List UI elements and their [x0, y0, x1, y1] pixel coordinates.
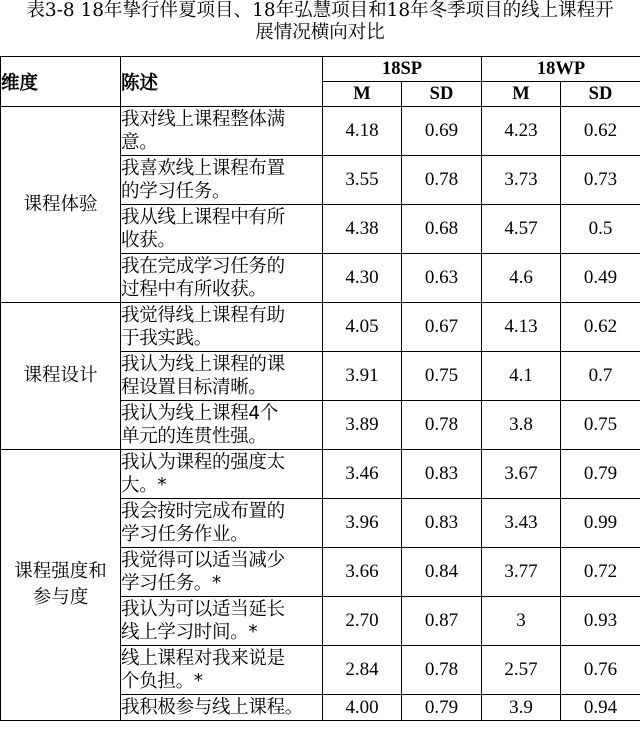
18sp-sd-cell: 0.63	[402, 254, 482, 303]
18sp-sd-cell: 0.78	[402, 156, 482, 205]
statement-text: 学习任务作业。	[121, 524, 249, 545]
statement-text: 过程中有所收获。	[121, 279, 267, 300]
statement-cell	[121, 646, 323, 695]
18wp-mean-cell: 3.8	[482, 401, 561, 450]
18wp-mean-cell: 4.57	[482, 205, 561, 254]
statement-text: 收获。	[121, 230, 176, 251]
table-body	[1, 107, 640, 721]
18wp-mean-cell: 2.57	[482, 646, 561, 695]
table-row	[1, 450, 640, 499]
18sp-sd-cell: 0.67	[402, 303, 482, 352]
header-group-18sp: 18SP	[323, 57, 482, 82]
statement-text: 我对线上课程整体满	[121, 109, 285, 130]
dimension-cell	[1, 450, 121, 721]
18sp-mean-cell: 4.38	[323, 205, 402, 254]
statement-cell	[121, 695, 323, 721]
statement-cell	[121, 254, 323, 303]
header-18wp-mean: M	[482, 82, 561, 107]
18wp-sd-cell: 0.72	[561, 548, 640, 597]
statement-cell	[121, 450, 323, 499]
statement-text: 的学习任务。	[121, 181, 231, 202]
18sp-mean-cell: 4.30	[323, 254, 402, 303]
18wp-mean-cell: 3	[482, 597, 561, 646]
caption-line-2: 展情况横向对比	[255, 22, 385, 43]
statement-cell	[121, 352, 323, 401]
18wp-sd-cell: 0.76	[561, 646, 640, 695]
18wp-sd-cell: 0.49	[561, 254, 640, 303]
dimension-label: 课程强度和	[14, 561, 107, 582]
statement-text: 意。	[121, 132, 158, 153]
statement-text: 我积极参与线上课程。	[121, 697, 304, 718]
header-dimension: 维度	[1, 57, 121, 107]
18wp-sd-cell: 0.79	[561, 450, 640, 499]
18wp-mean-cell: 4.13	[482, 303, 561, 352]
18wp-sd-cell: 0.75	[561, 401, 640, 450]
18wp-sd-cell: 0.93	[561, 597, 640, 646]
statement-text: 我喜欢线上课程布置	[121, 158, 285, 179]
dimension-label: 课程设计	[23, 365, 98, 386]
18sp-mean-cell: 3.96	[323, 499, 402, 548]
18wp-mean-cell: 3.73	[482, 156, 561, 205]
statement-cell	[121, 401, 323, 450]
18sp-sd-cell: 0.83	[402, 450, 482, 499]
statement-cell	[121, 156, 323, 205]
18sp-sd-cell: 0.75	[402, 352, 482, 401]
dimension-label: 参与度	[32, 587, 89, 608]
header-18sp-sd: SD	[402, 82, 482, 107]
18sp-mean-cell: 2.70	[323, 597, 402, 646]
header-18sp-mean: M	[323, 82, 402, 107]
table-row	[1, 107, 640, 156]
18sp-sd-cell: 0.69	[402, 107, 482, 156]
statement-cell	[121, 303, 323, 352]
18sp-mean-cell: 2.84	[323, 646, 402, 695]
18wp-mean-cell: 3.77	[482, 548, 561, 597]
statement-cell	[121, 548, 323, 597]
statement-text: 我觉得线上课程有助	[121, 305, 285, 326]
statement-text: 学习任务。*	[121, 573, 221, 594]
18wp-sd-cell: 0.62	[561, 303, 640, 352]
18sp-sd-cell: 0.83	[402, 499, 482, 548]
table-caption	[0, 0, 640, 44]
header-18wp-sd: SD	[561, 82, 640, 107]
18sp-mean-cell: 4.18	[323, 107, 402, 156]
18sp-sd-cell: 0.78	[402, 646, 482, 695]
statement-cell	[121, 499, 323, 548]
statement-text: 我认为课程的强度太	[121, 452, 285, 473]
18wp-sd-cell: 0.99	[561, 499, 640, 548]
18wp-mean-cell: 3.9	[482, 695, 561, 721]
statement-text: 我从线上课程中有所	[121, 207, 285, 228]
statement-text: 个负担。*	[121, 671, 203, 692]
statement-text: 我认为线上课程的课	[121, 354, 285, 375]
statement-text: 线上学习时间。*	[121, 622, 258, 643]
header-group-18wp: 18WP	[482, 57, 640, 82]
18sp-sd-cell: 0.68	[402, 205, 482, 254]
statement-text: 我在完成学习任务的	[121, 256, 285, 277]
dimension-label: 课程体验	[23, 193, 98, 215]
statement-text: 我认为可以适当延长	[121, 599, 285, 620]
18wp-sd-cell: 0.73	[561, 156, 640, 205]
statement-text: 程设置目标清晰。	[121, 377, 267, 398]
18wp-sd-cell: 0.7	[561, 352, 640, 401]
18sp-mean-cell: 4.05	[323, 303, 402, 352]
18sp-sd-cell: 0.87	[402, 597, 482, 646]
statement-text: 于我实践。	[121, 328, 213, 349]
18sp-mean-cell: 3.55	[323, 156, 402, 205]
18sp-mean-cell: 3.46	[323, 450, 402, 499]
18wp-mean-cell: 3.43	[482, 499, 561, 548]
statement-cell	[121, 597, 323, 646]
statement-text: 我认为线上课程4个	[121, 403, 279, 424]
statement-text: 大。*	[121, 475, 167, 496]
header-statement: 陈述	[121, 57, 323, 107]
statement-text: 单元的连贯性强。	[121, 426, 267, 447]
dimension-cell	[1, 303, 121, 450]
18wp-mean-cell: 4.23	[482, 107, 561, 156]
18sp-mean-cell: 4.00	[323, 695, 402, 721]
18sp-sd-cell: 0.84	[402, 548, 482, 597]
statement-text: 我会按时完成布置的	[121, 501, 285, 522]
18wp-sd-cell: 0.62	[561, 107, 640, 156]
18wp-sd-cell: 0.5	[561, 205, 640, 254]
statement-cell	[121, 107, 323, 156]
18sp-sd-cell: 0.79	[402, 695, 482, 721]
statement-text: 我觉得可以适当减少	[121, 550, 285, 571]
caption-line-1: 表3-8 18年挚行伴夏项目、18年弘慧项目和18年冬季项目的线上课程开	[26, 0, 614, 21]
18sp-sd-cell: 0.78	[402, 401, 482, 450]
statement-text: 线上课程对我来说是	[121, 648, 285, 669]
18wp-sd-cell: 0.94	[561, 695, 640, 721]
18sp-mean-cell: 3.89	[323, 401, 402, 450]
18sp-mean-cell: 3.91	[323, 352, 402, 401]
dimension-cell	[1, 107, 121, 303]
18sp-mean-cell: 3.66	[323, 548, 402, 597]
comparison-table	[0, 56, 640, 721]
table-row	[1, 303, 640, 352]
18wp-mean-cell: 4.1	[482, 352, 561, 401]
statement-cell	[121, 205, 323, 254]
18wp-mean-cell: 3.67	[482, 450, 561, 499]
18wp-mean-cell: 4.6	[482, 254, 561, 303]
